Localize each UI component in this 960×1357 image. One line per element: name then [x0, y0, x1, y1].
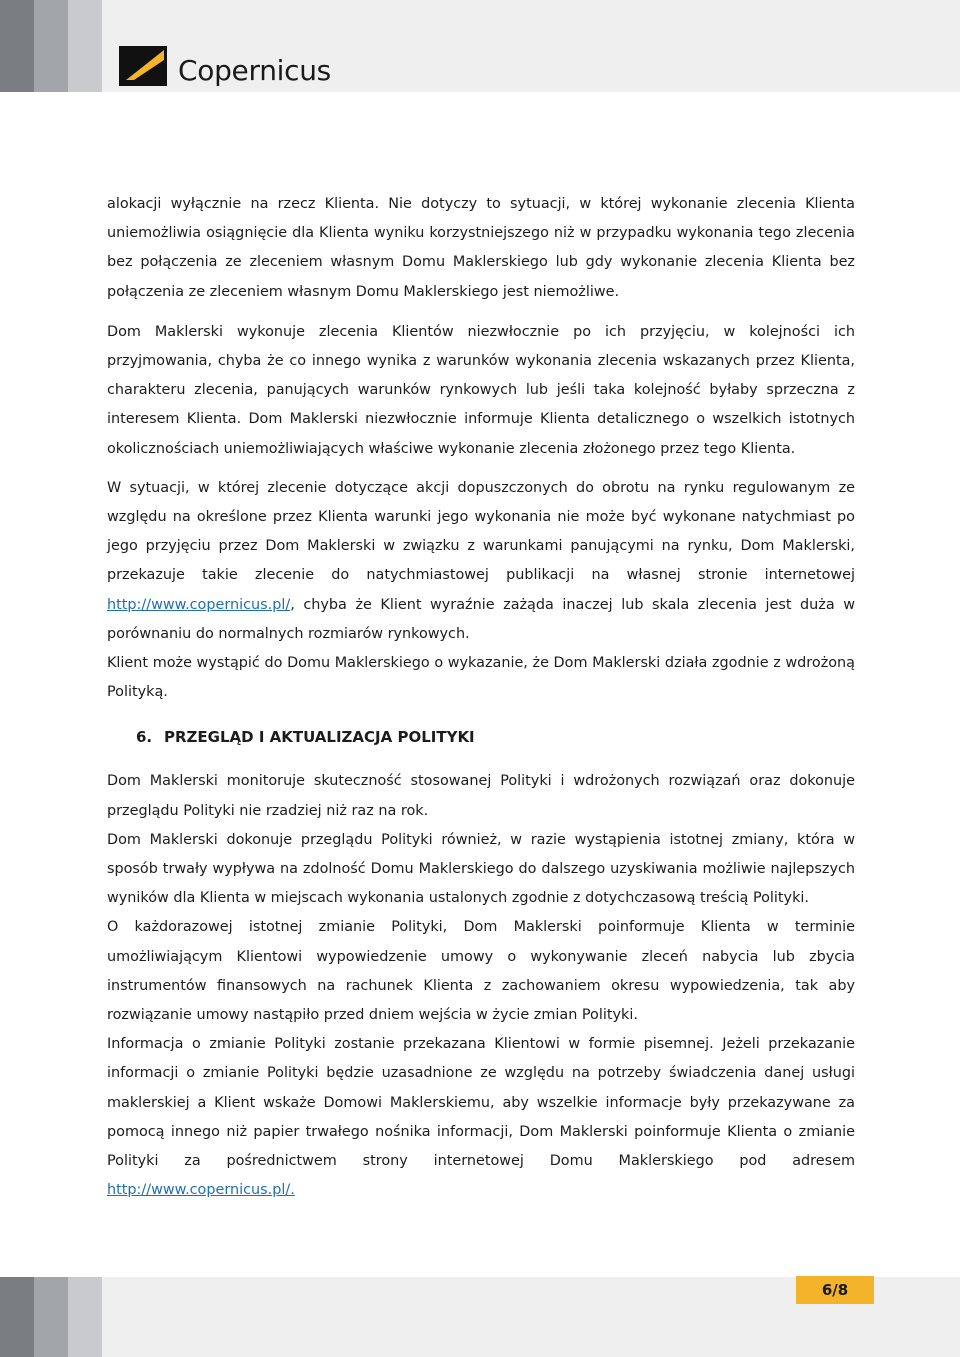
- footer-stripe-light: [68, 1277, 102, 1357]
- footer-stripe-dark: [0, 1277, 34, 1357]
- paragraph-6: Dom Maklerski dokonuje przeglądu Polityki również, w razie wystąpienia istotnej zmiany, która w sposób trwały wypływa na zdolność Domu Maklerskiego do dalszego uzyskiwania możliwie najlepszych wyników dla Klienta w miejscach wykonania ustalonych zgodnie z dotychczasową treścią Polityki.: [107, 831, 855, 907]
- document-body: [107, 190, 855, 1206]
- header-stripe-mid: [34, 0, 68, 92]
- paragraph-8-text: Informacja o zmianie Polityki zostanie przekazana Klientowi w formie pisemnej. Jeżeli przekazanie informacji o zmianie Polityki będzie uzasadnione ze względu na potrzeby świadczenia danej usługi maklerskiej a Klient wskaże Domowi Maklerskiemu, aby wszelkie informacje były przekazywane za pomocą innego niż papier trwałego nośnika informacji, Dom Maklerski poinformuje Klienta o zmianie Polityki za pośrednictwem strony internetowej Domu Maklerskiego pod adresem: [107, 1036, 855, 1170]
- section-number: 6.: [136, 728, 153, 747]
- copernicus-link[interactable]: http://www.copernicus.pl/: [107, 596, 291, 613]
- paragraph-4: Klient może wystąpić do Domu Maklerskiego o wykazanie, że Dom Maklerski działa zgodnie z wdrożoną Polityką.: [107, 655, 855, 701]
- paragraph-3-tail: , chyba że Klient wyraźnie zażąda inaczej lub skala zlecenia jest duża w porównaniu do normalnych rozmiarów rynkowych.: [107, 596, 855, 642]
- logo-mark-icon: [118, 40, 174, 96]
- section-heading: [107, 723, 855, 751]
- header-stripe-dark: [0, 0, 34, 92]
- paragraph-3: [107, 474, 855, 649]
- paragraph-5: Dom Maklerski monitoruje skuteczność stosowanej Polityki i wdrożonych rozwiązań oraz dokonuje przeglądu Polityki nie rzadziej niż raz na rok.: [107, 773, 855, 819]
- header-stripe-light: [68, 0, 102, 92]
- page-number: 6/8: [796, 1276, 874, 1304]
- footer-stripe-mid: [34, 1277, 68, 1357]
- paragraph-3-text: W sytuacji, w której zlecenie dotyczące akcji dopuszczonych do obrotu na rynku regulowanym ze względu na określone przez Klienta warunki jego wykonania nie może być wykonane natychmiast po jego przyjęciu przez Dom Maklerski w związku z warunkami panującymi na rynku, Dom Maklerski, przekazuje takie zlecenie do natychmiastowej publikacji na własnej stronie internetowej: [107, 479, 855, 584]
- section-title: PRZEGLĄD I AKTUALIZACJA POLITYKI: [164, 728, 475, 747]
- paragraph-2: Dom Maklerski wykonuje zlecenia Klientów niezwłocznie po ich przyjęciu, w kolejności ich przyjmowania, chyba że co innego wynika z warunków wykonania zlecenia wskazanych przez Klienta, charakteru zlecenia, panujących warunków rynkowych lub jeśli taka kolejność byłaby sprzeczna z interesem Klienta. Dom Maklerski niezwłocznie informuje Klienta detalicznego o wszelkich istotnych okolicznościach uniemożliwiających właściwe wykonanie zlecenia złożonego przez tego Klienta.: [107, 323, 855, 457]
- paragraph-7: O każdorazowej istotnej zmianie Polityki, Dom Maklerski poinformuje Klienta w terminie umożliwiającym Klientowi wypowiedzenie umowy o wykonywanie zleceń nabycia lub zbycia instrumentów finansowych na rachunek Klienta z zachowaniem okresu wypowiedzenia, tak aby rozwiązanie umowy nastąpiło przed dniem wejścia w życie zmian Polityki.: [107, 919, 855, 1024]
- paragraph-8: [107, 1030, 855, 1205]
- copernicus-logo: [118, 40, 348, 96]
- brand-name: Copernicus: [178, 54, 331, 87]
- copernicus-link-footer[interactable]: http://www.copernicus.pl/.: [107, 1182, 295, 1199]
- paragraph-1: alokacji wyłącznie na rzecz Klienta. Nie dotyczy to sytuacji, w której wykonanie zlecenia Klienta uniemożliwia osiągnięcie dla Klienta wyniku korzystniejszego niż w przypadku wykonania tego zlecenia bez połączenia ze zleceniem własnym Domu Maklerskiego lub gdy wykonanie zlecenia Klienta bez połączenia ze zleceniem własnym Domu Maklerskiego jest niemożliwe.: [107, 196, 855, 300]
